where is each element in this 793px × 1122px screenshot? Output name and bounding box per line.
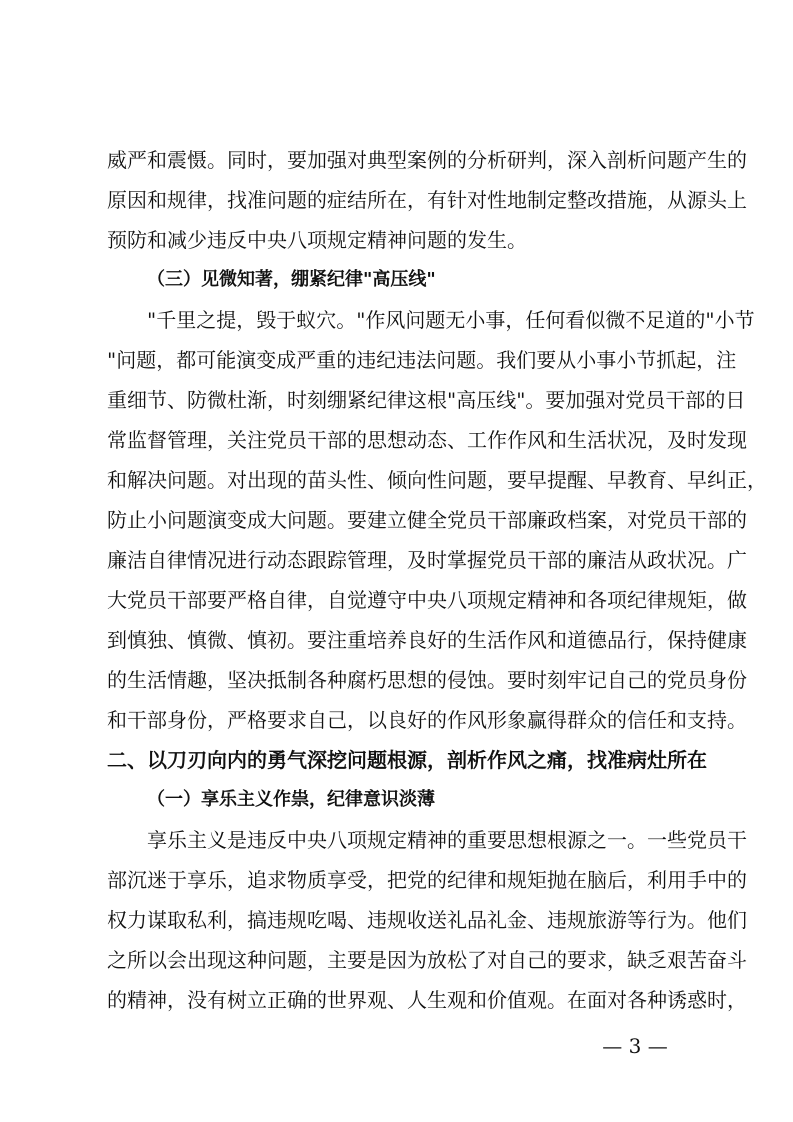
section-heading: 二、以刀刃向内的勇气深挖问题根源，剖析作风之痛，找准病灶所在 — [107, 748, 707, 772]
paragraph-line: 大党员干部要严格自律，自觉遵守中央八项规定精神和各项纪律规矩，做 — [107, 588, 747, 612]
paragraph-line: "千里之提，毁于蚁穴。"作风问题无小事，任何看似微不足道的"小节 — [147, 308, 755, 332]
paragraph-line: 权力谋取私利，搞违规吃喝、违规收送礼品礼金、违规旅游等行为。他们 — [107, 908, 747, 932]
paragraph-line: 廉洁自律情况进行动态跟踪管理，及时掌握党员干部的廉洁从政状况。广 — [107, 548, 747, 572]
paragraph-line: 享乐主义是违反中央八项规定精神的重要思想根源之一。一些党员干 — [147, 828, 747, 852]
paragraph-line: 原因和规律，找准问题的症结所在，有针对性地制定整改措施，从源头上 — [107, 188, 747, 212]
paragraph-line: 的精神，没有树立正确的世界观、人生观和价值观。在面对各种诱惑时， — [107, 988, 747, 1012]
section-subheading: （三）见微知著，绷紧纪律"高压线" — [147, 269, 436, 290]
paragraph-line: "问题，都可能演变成严重的违纪违法问题。我们要从小事小节抓起，注 — [107, 348, 737, 372]
paragraph-line: 重细节、防微杜渐，时刻绷紧纪律这根"高压线"。要加强对党员干部的日 — [107, 388, 746, 412]
paragraph-line: 预防和减少违反中央八项规定精神问题的发生。 — [107, 228, 527, 252]
paragraph-line: 和干部身份，严格要求自己，以良好的作风形象赢得群众的信任和支持。 — [107, 708, 747, 732]
paragraph-line: 常监督管理，关注党员干部的思想动态、工作作风和生活状况，及时发现 — [107, 428, 747, 452]
section-subheading: （一）享乐主义作祟，纪律意识淡薄 — [147, 789, 435, 810]
paragraph-line: 的生活情趣，坚决抵制各种腐朽思想的侵蚀。要时刻牢记自己的党员身份 — [107, 668, 747, 692]
paragraph-line: 部沉迷于享乐，追求物质享受，把党的纪律和规矩抛在脑后，利用手中的 — [107, 868, 747, 892]
paragraph-line: 之所以会出现这种问题，主要是因为放松了对自己的要求，缺乏艰苦奋斗 — [107, 948, 747, 972]
page-number: — 3 — — [602, 1034, 668, 1058]
paragraph-line: 威严和震慑。同时，要加强对典型案例的分析研判，深入剖析问题产生的 — [107, 148, 747, 172]
paragraph-line: 到慎独、慎微、慎初。要注重培养良好的生活作风和道德品行，保持健康 — [107, 628, 747, 652]
paragraph-line: 防止小问题演变成大问题。要建立健全党员干部廉政档案，对党员干部的 — [107, 508, 747, 532]
paragraph-line: 和解决问题。对出现的苗头性、倾向性问题，要早提醒、早教育、早纠正， — [107, 468, 767, 492]
